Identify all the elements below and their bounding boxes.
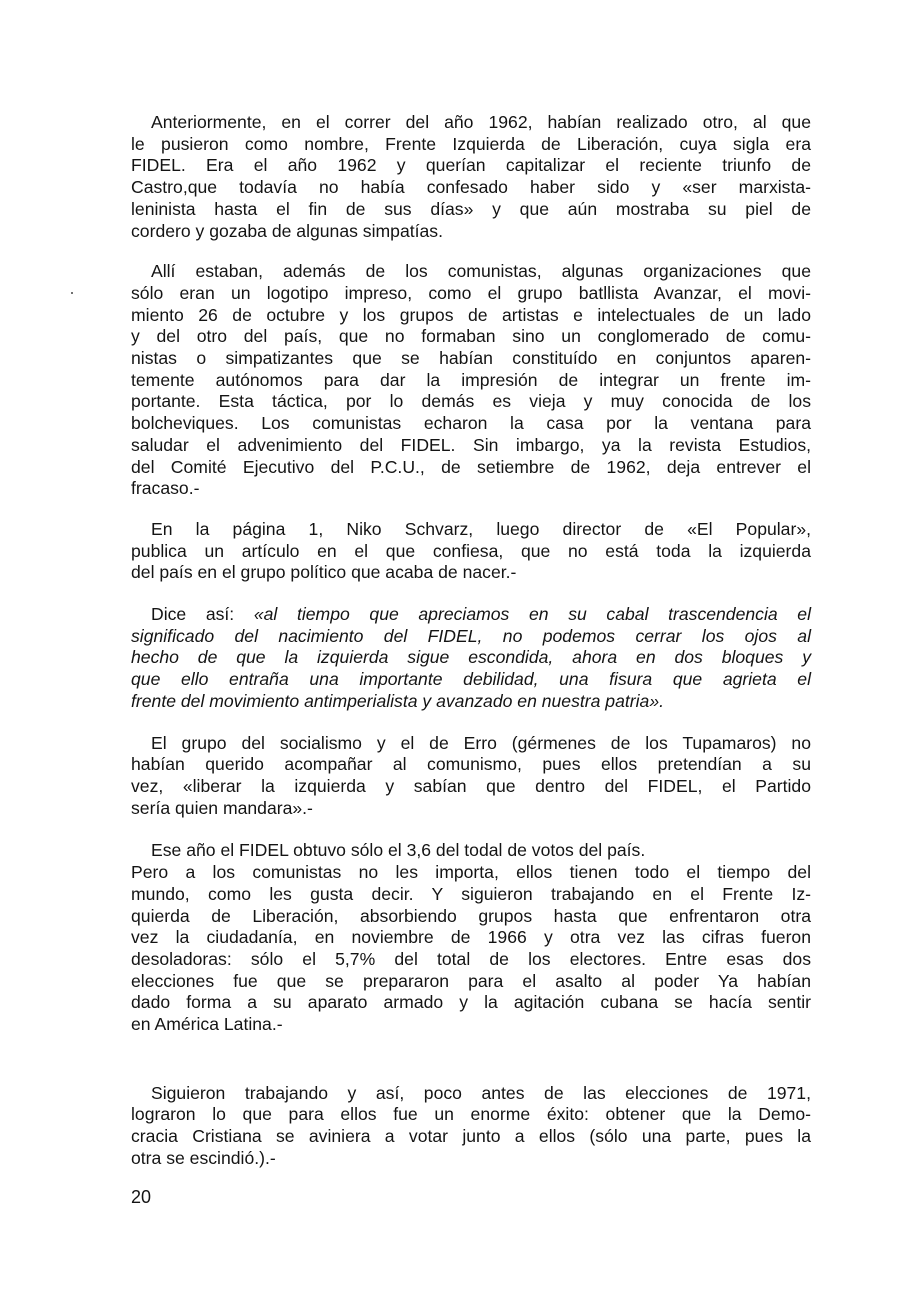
text-line: temente autónomos para dar la impresión de integrar un frente im-: [131, 369, 811, 390]
text-line: fracaso.-: [131, 478, 200, 499]
text-line: Castro,que todavía no había confesado haber sido y «ser marxista-: [131, 177, 811, 198]
text-line: El grupo del socialismo y el de Erro (gérmenes de los Tupamaros) no: [151, 732, 811, 753]
text-line: saludar el advenimiento del FIDEL. Sin imbargo, ya la revista Estudios,: [131, 434, 811, 455]
page-body: [131, 112, 811, 1170]
text-line: mundo, como les gusta decir. Y siguieron trabajando en el Frente Iz-: [131, 883, 811, 904]
paragraph-5: [131, 733, 811, 820]
text-line: y del otro del país, que no formaban sino un conglomerado de comu-: [131, 326, 811, 347]
text-line: habían querido acompañar al comunismo, pues ellos pretendían a su: [131, 754, 811, 775]
paragraph-6: [131, 840, 811, 1035]
text-line: elecciones fue que se prepararon para el asalto al poder Ya habían: [131, 970, 811, 991]
text-line: leninista hasta el fin de sus días» y que aún mostraba su piel de: [131, 198, 811, 219]
quote-text: «al tiempo que apreciamos en su cabal trascendencia el: [253, 604, 811, 625]
paragraph-2: [131, 261, 811, 500]
quote-text: que ello entraña una importante debilidad, una fisura que agrieta el: [131, 669, 811, 690]
text-line: quierda de Liberación, absorbiendo grupos hasta que enfrentaron otra: [131, 905, 811, 926]
quote-lead: Dice así:: [151, 604, 254, 625]
paragraph-4-quote: [131, 604, 811, 713]
text-line: FIDEL. Era el año 1962 y querían capitalizar el reciente triunfo de: [131, 155, 811, 176]
text-line: cordero y gozaba de algunas simpatías.: [131, 220, 443, 241]
text-line: Siguieron trabajando y así, poco antes de las elecciones de 1971,: [151, 1082, 811, 1103]
text-line: del país en el grupo político que acaba de nacer.-: [131, 562, 517, 583]
text-line: [131, 604, 811, 626]
text-line: en América Latina.-: [131, 1014, 283, 1035]
text-line: sería quien mandara».-: [131, 797, 313, 818]
text-line: Pero a los comunistas no les importa, ellos tienen todo el tiempo del: [131, 862, 811, 883]
text-line: bolcheviques. Los comunistas echaron la casa por la ventana para: [131, 413, 811, 434]
text-line: desoladoras: sólo el 5,7% del total de los electores. Entre esas dos: [131, 948, 811, 969]
text-line: le pusieron como nombre, Frente Izquierda de Liberación, cuya sigla era: [131, 133, 811, 154]
text-line: vez la ciudadanía, en noviembre de 1966 y otra vez las cifras fueron: [131, 927, 811, 948]
text-line: sólo eran un logotipo impreso, como el grupo batllista Avanzar, el movi-: [131, 282, 811, 303]
text-line: miento 26 de octubre y los grupos de artistas e intelectuales de un lado: [131, 304, 811, 325]
text-line: publica un artículo en el que confiesa, que no está toda la izquierda: [131, 540, 811, 561]
text-line: Allí estaban, además de los comunistas, algunas organizaciones que: [151, 261, 811, 282]
page-number: 20: [131, 1187, 152, 1207]
text-line: cracia Cristiana se aviniera a votar junto a ellos (sólo una parte, pues la: [131, 1126, 811, 1147]
quote-text: significado del nacimiento del FIDEL, no podemos cerrar los ojos al: [131, 625, 811, 646]
text-line: En la página 1, Niko Schvarz, luego director de «El Popular»,: [151, 518, 811, 539]
text-line: portante. Esta táctica, por lo demás es vieja y muy conocida de los: [131, 391, 811, 412]
paragraph-7: [131, 1083, 811, 1170]
text-line: otra se escindió.).-: [131, 1147, 276, 1168]
paragraph-1: [131, 112, 811, 242]
text-line: del Comité Ejecutivo del P.C.U., de setiembre de 1962, deja entrever el: [131, 456, 811, 477]
quote-text: frente del movimiento antimperialista y avanzado en nuestra patria».: [131, 690, 664, 711]
paragraph-3: [131, 519, 811, 584]
text-line: dado forma a su aparato armado y la agitación cubana se hacía sentir: [131, 992, 811, 1013]
quote-text: hecho de que la izquierda sigue escondida, ahora en dos bloques y: [131, 647, 811, 668]
text-line: vez, «liberar la izquierda y sabían que dentro del FIDEL, el Partido: [131, 775, 811, 796]
text-line: Ese año el FIDEL obtuvo sólo el 3,6 del todal de votos del país.: [151, 840, 646, 861]
text-line: lograron lo que para ellos fue un enorme éxito: obtener que la Demo-: [131, 1104, 811, 1125]
scan-speck: [71, 292, 73, 294]
text-line: nistas o simpatizantes que se habían constituído en conjuntos aparen-: [131, 348, 811, 369]
text-line: Anteriormente, en el correr del año 1962, habían realizado otro, al que: [151, 112, 811, 132]
